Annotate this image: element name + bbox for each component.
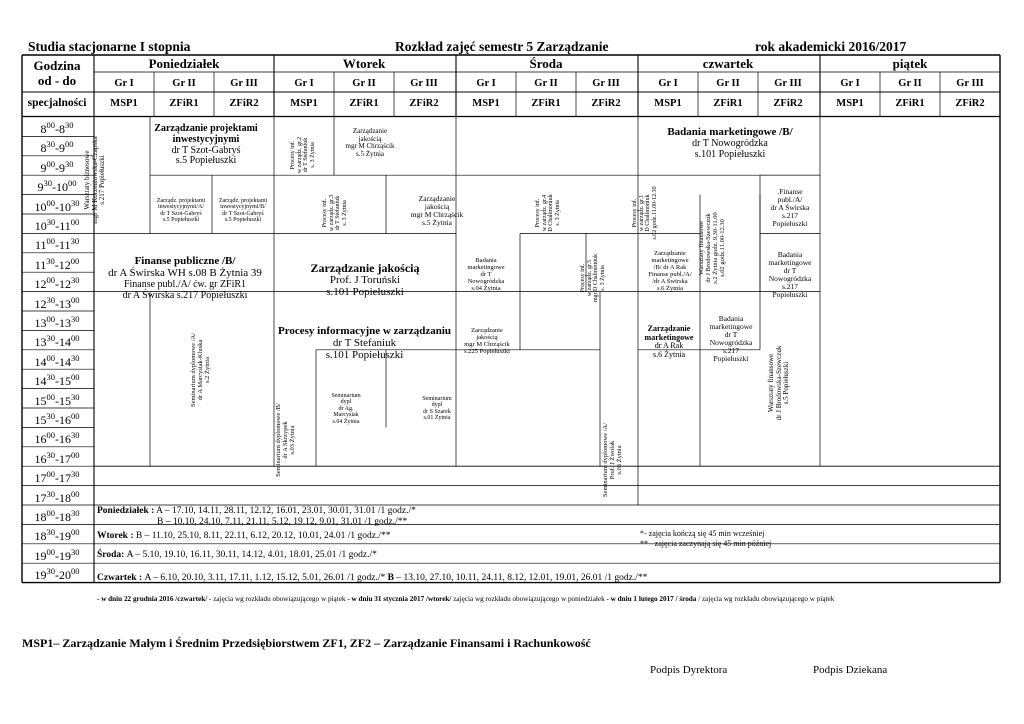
- thu-procesy-gr1: Procesy inf. w zarządz. gr.1 D Chalimoniuk s.02 godz.11.00-12.30: [632, 186, 658, 240]
- time-hour: 16: [34, 432, 47, 447]
- group-header: Gr III: [774, 78, 802, 89]
- time-hour: 15: [59, 393, 71, 408]
- time-minutes: 00: [68, 178, 77, 189]
- time-separator: -: [55, 568, 59, 583]
- time-minutes: 00: [65, 139, 74, 150]
- time-slot: [22, 314, 92, 331]
- thu-zarzadzanie-marketingowe: Zarządzanie marketingowe dr A Rak s.6 Żytnia: [644, 324, 694, 359]
- time-minutes: 00: [46, 391, 55, 402]
- time-hour: 18: [34, 529, 47, 544]
- group-header: Gr I: [294, 78, 314, 89]
- signature-dziekan: Podpis Dziekana: [813, 664, 888, 676]
- time-separator: -: [55, 277, 59, 292]
- spec-header: ZFiR1: [713, 98, 743, 109]
- time-minutes: 30: [71, 430, 80, 441]
- group-header: Gr III: [230, 78, 258, 89]
- col-od-do: od - do: [37, 73, 77, 88]
- time-hour: 10: [34, 199, 47, 214]
- thu-zarzadzanie-marketingowe-b: Zarządzanie marketingowe /B/ dr A Rak Finanse publ./A/ /dr A Świrska s.6 Żytnia: [648, 250, 692, 293]
- fri-badania-marketingowe: Badania marketingowe dr T Nowogródzka s.217 Popiełuszki: [768, 250, 812, 300]
- spec-header: ZFiR1: [349, 98, 379, 109]
- time-minutes: 30: [70, 236, 80, 247]
- time-separator: -: [55, 374, 59, 389]
- time-minutes: 00: [71, 527, 80, 538]
- time-hour: 8: [59, 122, 65, 136]
- spec-header: ZFiR2: [773, 98, 803, 109]
- time-minutes: 30: [46, 333, 55, 344]
- mon-zpi-group-b: Zarządz. projektami inwestycyjnymi/B/ dr T Szot-Gabryś s.5 Popiełuszki: [218, 198, 268, 224]
- group-header: Gr II: [898, 78, 922, 89]
- time-hour: 13: [34, 335, 47, 350]
- time-hour: 20: [59, 568, 71, 583]
- col-godzina: Godzina: [33, 58, 81, 73]
- time-separator: -: [55, 451, 59, 466]
- time-slot: [22, 469, 92, 486]
- note-legend-earlier: *- zajęcia kończą się 45 min wcześniej: [640, 529, 765, 538]
- time-hour: 14: [34, 374, 47, 389]
- time-separator: -: [55, 122, 59, 136]
- time-minutes: 30: [65, 120, 74, 130]
- time-minutes: 30: [46, 139, 55, 150]
- group-header: Gr III: [956, 78, 984, 89]
- time-minutes: 30: [71, 275, 80, 286]
- mon-seminarium-a: Seminarium dyplomowe /A/ dr A Marcysiak-Kluska s.2 Żytnia: [190, 332, 212, 408]
- time-slot: [22, 566, 92, 583]
- time-hour: 12: [58, 257, 71, 272]
- time-minutes: 30: [46, 294, 55, 305]
- time-hour: 16: [59, 413, 71, 427]
- time-slot: [22, 411, 92, 428]
- spec-header: ZFiR1: [895, 98, 925, 109]
- time-hour: 15: [34, 413, 47, 427]
- time-slot: [22, 450, 92, 467]
- time-separator: -: [55, 413, 59, 427]
- time-minutes: 00: [71, 294, 80, 305]
- time-separator: -: [55, 354, 59, 369]
- time-hour: 14: [59, 335, 71, 350]
- mon-warsztaty-biznesowe: Warsztaty biznesowe mgr M Korzeniowska-Czapska s.217 Popiełuszki: [83, 136, 107, 224]
- note-wtorek: Wtorek : B – 11.10, 25.10, 8.11, 22.11, 6.12, 20.12, 10.01, 24.01 /1 godz./**: [97, 531, 391, 541]
- time-hour: 10: [59, 199, 71, 214]
- time-minutes: 00: [70, 217, 80, 227]
- time-minutes: 30: [43, 178, 52, 189]
- time-minutes: 30: [71, 352, 80, 363]
- day-header-3: Środa: [529, 56, 563, 71]
- time-minutes: 00: [46, 314, 55, 324]
- group-header: Gr III: [410, 78, 438, 89]
- thu-badania-marketingowe: Badania marketingowe dr T Nowogródzka s.217 Popiełuszki: [709, 314, 753, 364]
- time-minutes: 30: [71, 546, 80, 557]
- time-hour: 18: [34, 510, 47, 524]
- time-minutes: 00: [71, 449, 80, 460]
- time-minutes: 30: [46, 217, 56, 227]
- time-slot: [22, 527, 92, 544]
- time-hour: 17: [34, 471, 47, 486]
- time-hour: 12: [34, 296, 47, 311]
- time-hour: 13: [59, 316, 71, 330]
- time-minutes: 00: [46, 546, 55, 557]
- time-minutes: 30: [46, 527, 55, 538]
- time-hour: 19: [34, 568, 47, 583]
- spec-header: ZFiR2: [591, 98, 621, 109]
- time-hour: 17: [59, 451, 71, 466]
- time-separator: -: [55, 219, 60, 233]
- wed-procesy-gr4: Procesy inf. w zarządz. gr.4 D Chalimoniuk s. 3 Żytnia: [535, 194, 561, 232]
- group-header: Gr I: [476, 78, 496, 89]
- mon-finanse-publiczne: Finanse publiczne /B/ dr A Świrska WH s.08 B Żytnia 39 Finanse publ./A/ ćw. gr ZFiR1 dr A Świrska s.217 Popiełuszki: [108, 255, 262, 301]
- fri-finanse-publiczne-a: .Finanse publ./A/ dr A Świrska s.217 Popiełuszki: [770, 187, 810, 229]
- tue-seminarium-b: Seminarium dyplomowe /B/ dr A Skrzypek s.03 Żytnia: [275, 403, 297, 477]
- time-hour: 19: [34, 548, 47, 563]
- time-slot: [22, 275, 92, 292]
- time-slot: [22, 236, 92, 253]
- time-separator: -: [55, 432, 59, 447]
- group-header: Gr I: [658, 78, 678, 89]
- tue-zarzadzanie-jakoscia-top: Zarządzanie jakością mgr M Chrząścik s.5 Żytnia: [345, 127, 395, 158]
- time-separator: -: [55, 296, 59, 311]
- time-slot: [22, 159, 92, 176]
- note-legend-later: ** - zajęcia zaczynają się 45 min później: [640, 539, 772, 548]
- tue-zarzadzanie-jakoscia-mid: Zarządzanie jakością mgr M Chrząścik s.5 Żytnia: [410, 194, 464, 228]
- signature-dyrektor: Podpis Dyrektora: [650, 664, 728, 676]
- time-minutes: 30: [46, 566, 55, 577]
- time-slot: [22, 392, 92, 409]
- time-separator: -: [55, 471, 59, 486]
- mon-zpi-group-a: Zarządz. projektami inwestycyjnymi/A/ dr T Szot-Gabryś s.5 Popiełuszki: [156, 198, 206, 224]
- wed-procesy-gr5: Procesy inf. w zarządz. gr.5 mgr D Chalimoniuk s. 3 Żytnia: [580, 253, 606, 303]
- time-minutes: 30: [71, 314, 80, 324]
- time-minutes: 00: [71, 333, 80, 344]
- time-hour: 18: [59, 510, 71, 524]
- tue-zarzadzanie-jakoscia-big: Zarządzanie jakością Prof. J Toruński s.101 Popiełuszki: [310, 261, 420, 298]
- time-minutes: 30: [71, 469, 80, 480]
- mon-zarzadzanie-projektami: Zarządzanie projektami inwestycyjnymi dr T Szot-Gabryś s.5 Popiełuszki: [154, 123, 258, 167]
- time-minutes: 00: [71, 411, 80, 421]
- time-hour: 10: [34, 219, 47, 233]
- time-slot: [22, 120, 92, 137]
- time-hour: 10: [56, 180, 68, 195]
- time-hour: 8: [40, 141, 47, 156]
- time-hour: 15: [59, 374, 71, 389]
- time-minutes: 30: [71, 197, 80, 208]
- spec-header: ZFiR2: [955, 98, 985, 109]
- time-slot: [22, 333, 92, 350]
- time-hour: 17: [34, 490, 47, 505]
- time-minutes: 30: [46, 411, 55, 421]
- time-minutes: 30: [46, 372, 55, 383]
- spec-header: ZFiR2: [409, 98, 439, 109]
- time-hour: 15: [34, 393, 47, 408]
- group-header: Gr II: [716, 78, 740, 89]
- time-hour: 11: [34, 257, 47, 272]
- note-poniedzialek-a: Poniedziałek : A – 17.10, 14.11, 28.11, 12.12, 16.01, 23.01, 30.01, 31.01 /1 godz./*: [97, 506, 416, 516]
- time-hour: 9: [59, 141, 65, 156]
- time-hour: 14: [59, 354, 71, 369]
- spec-header: MSP1: [836, 98, 864, 109]
- group-header: Gr I: [840, 78, 860, 89]
- time-separator: -: [55, 199, 59, 214]
- time-hour: 19: [59, 529, 71, 544]
- thu-badania-marketingowe-b: Badania marketingowe /B/ dr T Nowogródzka s.101 Popiełuszki: [667, 126, 793, 160]
- time-separator: -: [55, 548, 59, 563]
- wed-badania-marketingowe: Badania marketingowe dr T Nowogródzka s.04 Żytnia: [467, 257, 505, 293]
- footer-legend: MSP1– Zarządzanie Małym i Średnim Przedsiębiorstwem ZF1, ZF2 – Zarządzanie Finansami i Rachunkowość: [22, 636, 591, 650]
- time-hour: 11: [59, 238, 71, 253]
- time-hour: 11: [59, 219, 71, 233]
- time-minutes: 00: [46, 352, 55, 363]
- time-minutes: 00: [71, 488, 80, 499]
- day-header-2: Wtorek: [342, 56, 386, 71]
- col-specjalnosci: specjalności: [27, 97, 87, 109]
- time-slot: [22, 430, 92, 447]
- day-header-5: piątek: [892, 56, 928, 71]
- time-minutes: 30: [46, 488, 55, 499]
- note-czwartek: Czwartek : A – 6.10, 20.10, 3.11, 17.11, 1.12, 15.12, 5.01, 26.01 /1 godz./* B – 13.10, 27.10, 10.11, 24.11, 8.12, 12.01, 19.01, 26.01 /1 godz./**: [97, 573, 648, 583]
- time-minutes: 00: [71, 372, 80, 383]
- note-poniedzialek-b: B – 10.10, 24.10, 7.11, 21.11, 5.12, 19.12, 9.01, 31.01 /1 godz./**: [157, 517, 408, 527]
- time-minutes: 00: [71, 566, 80, 577]
- time-hour: 9: [37, 180, 44, 195]
- tue-seminarium-szarek: Seminarium dypl dr S Szarek s.01 Żytnia: [422, 396, 452, 422]
- time-hour: 18: [59, 490, 71, 505]
- spec-header: MSP1: [290, 98, 318, 109]
- time-hour: 12: [59, 277, 71, 292]
- time-minutes: 00: [46, 275, 55, 286]
- time-hour: 13: [34, 316, 47, 330]
- time-separator: -: [55, 335, 59, 350]
- tue-procesy-informacyjne: Procesy informacyjne w zarządzaniu dr T Stefaniuk s.101 Popiełuszki: [277, 325, 451, 361]
- spec-header: MSP1: [654, 98, 682, 109]
- note-sroda: Środa: A – 5.10, 19.10, 16.11, 30.11, 14.12, 4.01, 18.01, 25.01 /1 godz./*: [97, 550, 377, 560]
- time-slot: [22, 295, 92, 312]
- time-separator: -: [55, 160, 59, 175]
- time-slot: [22, 353, 92, 370]
- wed-seminarium-a: Seminarium dyplomowe /A/ Prof. J Żwolak s.03 Żytnia: [602, 422, 624, 498]
- time-hour: 14: [34, 354, 47, 369]
- time-hour: 8: [40, 122, 47, 136]
- tue-seminarium-marcysiak: Seminarium dypl dr Ag. Marcysiak s.04 Żytnia: [331, 393, 361, 425]
- time-hour: 9: [59, 160, 65, 175]
- time-separator: -: [55, 529, 59, 544]
- time-separator: -: [55, 490, 59, 505]
- group-header: Gr III: [592, 78, 620, 89]
- spec-header: ZFiR1: [169, 98, 199, 109]
- note-day-swaps: - w dniu 22 grudnia 2016 /czwartek/ - zajęcia wg rozkładu obowiązującego w piątek - w dniu 31 stycznia 2017 /wtorek/ zajęcia wg rozkładu obowiązującego w poniedziałek - w dniu 1 lutego 2017 / środa / zajęcia wg rozkładu obowiązującego w piątek: [97, 595, 835, 603]
- time-slot: [22, 139, 92, 156]
- time-minutes: 00: [46, 508, 55, 518]
- time-hour: 11: [34, 238, 47, 253]
- time-separator: -: [55, 141, 59, 156]
- time-minutes: 30: [46, 255, 55, 266]
- time-minutes: 00: [46, 430, 55, 441]
- time-minutes: 00: [46, 469, 55, 480]
- fri-warsztaty-finansowe: Warsztaty finansowe dr J Brodowska-Szewczuk s.5 Popiełuszki: [767, 345, 791, 421]
- wed-zarzadzanie-jakoscia: Zarządzanie jakością mgr M Chrząścik s.225 Popiełuszki: [464, 327, 510, 356]
- time-separator: -: [55, 316, 59, 330]
- group-header: Gr II: [534, 78, 558, 89]
- time-hour: 16: [59, 432, 71, 447]
- time-minutes: 30: [46, 449, 55, 460]
- spec-header: MSP1: [110, 98, 138, 109]
- group-header: Gr I: [114, 78, 134, 89]
- day-header-4: czwartek: [702, 56, 754, 71]
- time-minutes: 30: [71, 508, 80, 518]
- time-separator: -: [55, 238, 59, 253]
- spec-header: MSP1: [472, 98, 500, 109]
- time-slot: [22, 178, 92, 195]
- time-slot: [22, 198, 92, 215]
- header-title: Rozkład zajęć semestr 5 Zarządzanie: [395, 39, 609, 54]
- time-hour: 13: [59, 296, 71, 311]
- group-header: Gr II: [352, 78, 376, 89]
- time-slot: [22, 489, 92, 506]
- group-header: Gr II: [172, 78, 196, 89]
- time-slot: [22, 508, 92, 525]
- time-slot: [22, 217, 92, 234]
- time-separator: -: [55, 510, 59, 524]
- header-study-type: Studia stacjonarne I stopnia: [28, 39, 191, 54]
- time-minutes: 30: [65, 158, 74, 169]
- time-slot: [22, 372, 92, 389]
- time-hour: 16: [34, 451, 47, 466]
- time-separator: -: [54, 257, 59, 272]
- time-minutes: 30: [71, 391, 80, 402]
- time-minutes: 00: [46, 197, 55, 208]
- time-separator: -: [55, 393, 59, 408]
- time-hour: 19: [59, 548, 71, 563]
- time-hour: 12: [34, 277, 47, 292]
- tue-procesy-gr3: Procesy inf. w zarządz. gr.3 dr T Stefaniuk s. 3 Żytnia: [322, 194, 348, 232]
- time-separator: -: [52, 180, 56, 195]
- time-slot: [22, 256, 92, 273]
- tue-procesy-gr2: Procesy inf. w zarządz. gr.2 dr T Stefaniuk s. 3 Żytnia: [290, 136, 316, 174]
- time-minutes: 00: [46, 120, 55, 130]
- thu-warsztaty-finansowe: Warsztaty finansowe dr J Brodowska-Szewczuk s.2 Żytnia godz. 9.30-11.00 s.02 godz.11.00-12.30: [698, 212, 727, 284]
- time-minutes: 00: [46, 158, 55, 169]
- time-slot: [22, 547, 92, 564]
- header-academic-year: rok akademicki 2016/2017: [755, 39, 907, 54]
- day-header-1: Poniedziałek: [148, 56, 220, 71]
- time-minutes: 00: [70, 255, 80, 266]
- spec-header: ZFiR1: [531, 98, 561, 109]
- spec-header: ZFiR2: [229, 98, 259, 109]
- time-minutes: 00: [46, 236, 55, 247]
- time-hour: 17: [59, 471, 71, 486]
- time-hour: 9: [40, 160, 47, 175]
